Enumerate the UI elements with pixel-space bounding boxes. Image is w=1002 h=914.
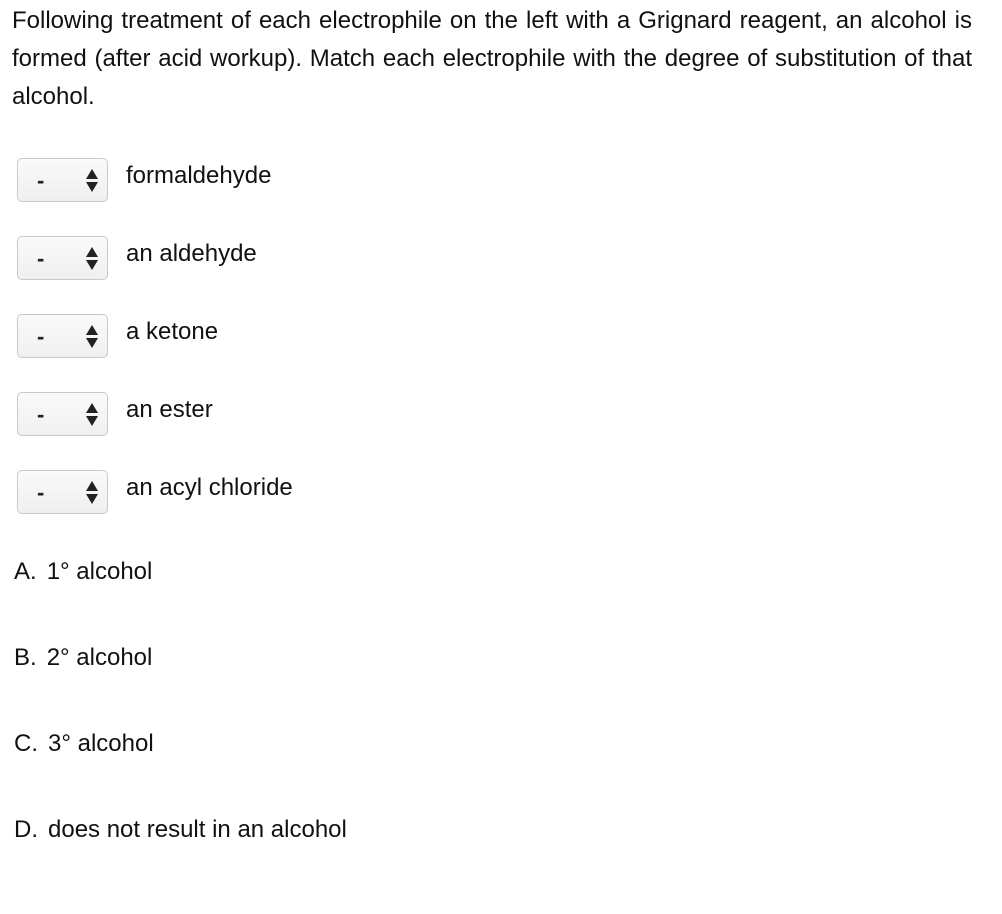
match-select-aldehyde[interactable] (17, 236, 108, 280)
electrophile-label: an acyl chloride (126, 474, 293, 501)
match-select-acyl-chloride[interactable] (17, 470, 108, 514)
option-text: does not result in an alcohol (48, 816, 347, 843)
electrophile-label: formaldehyde (126, 162, 272, 189)
option-text: 2° alcohol (46, 644, 153, 671)
option-letter: D. (14, 816, 38, 843)
select-value: - (37, 168, 45, 193)
electrophile-label: an ester (126, 396, 213, 423)
match-row-acyl-chloride (17, 468, 293, 516)
option-c (14, 730, 154, 758)
match-select-formaldehyde[interactable] (17, 158, 108, 202)
up-down-arrows-icon (86, 247, 98, 271)
electrophile-label: an aldehyde (126, 240, 257, 267)
option-d (14, 816, 347, 844)
match-row-ketone (17, 312, 218, 360)
up-down-arrows-icon (86, 325, 98, 349)
option-text: 3° alcohol (48, 730, 154, 757)
option-a (14, 558, 152, 586)
electrophile-label: a ketone (126, 318, 219, 345)
option-letter: C. (14, 730, 38, 757)
option-letter: B. (14, 644, 37, 671)
match-row-aldehyde (17, 234, 257, 282)
match-row-ester (17, 390, 213, 438)
option-text: 1° alcohol (46, 558, 153, 585)
option-b (14, 644, 152, 672)
match-row-formaldehyde (17, 156, 271, 204)
option-letter: A. (14, 558, 37, 585)
match-select-ketone[interactable] (17, 314, 108, 358)
select-value: - (37, 324, 45, 349)
match-select-ester[interactable] (17, 392, 108, 436)
up-down-arrows-icon (86, 481, 98, 505)
up-down-arrows-icon (86, 169, 98, 193)
select-value: - (37, 402, 45, 427)
select-value: - (37, 246, 45, 271)
question-text: Following treatment of each electrophile on the left with a Grignard reagent, an alcohol is formed (after acid workup). Match each electrophile with the degree of substitution of that alcohol. (12, 7, 972, 110)
up-down-arrows-icon (86, 403, 98, 427)
select-value: - (37, 480, 45, 505)
